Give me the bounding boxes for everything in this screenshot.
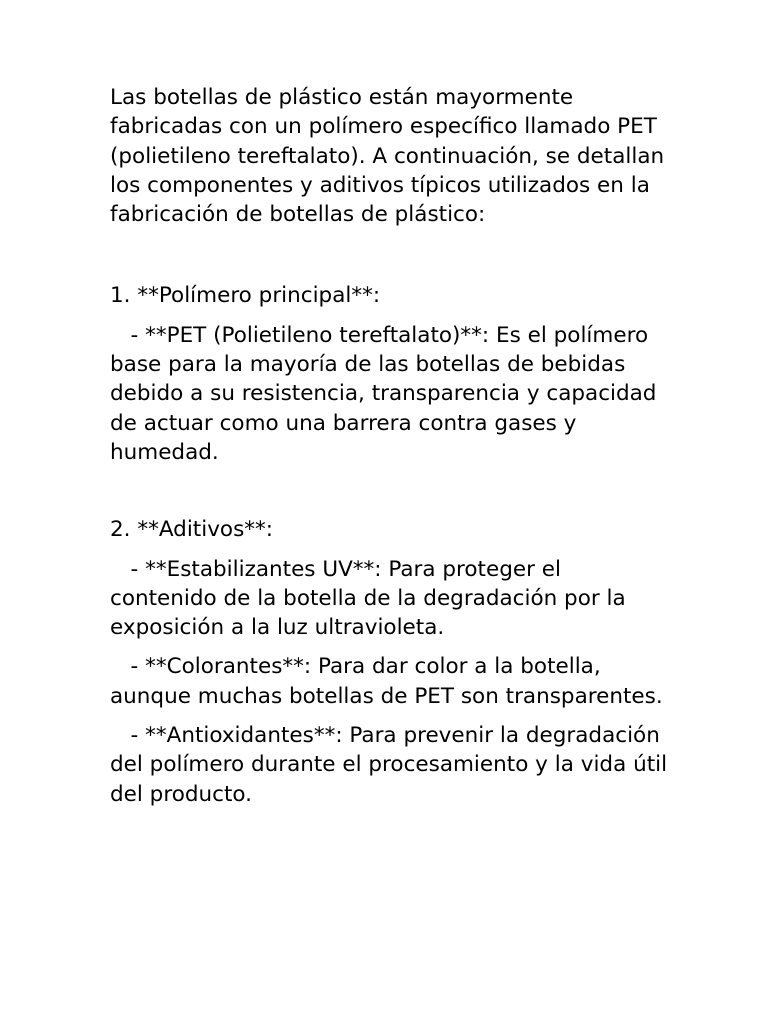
list-item-colorantes (110, 652, 670, 711)
indent-space (110, 723, 131, 748)
list-item-pet (110, 321, 670, 467)
list-item-antioxidantes (110, 721, 670, 809)
section-heading-polimero-principal: 1. **Polímero principal**: (110, 283, 381, 309)
document-page (110, 83, 670, 819)
indent-space (110, 557, 131, 582)
list-item-text: - **PET (Polietileno tereftalato)**: Es el polímero base para la mayoría de las botellas de bebidas debido a su resistencia, transparencia y capacidad de actuar como una barrera contra gases y humedad. (110, 322, 657, 465)
indent-space (110, 654, 131, 679)
list-item-estabilizantes-uv (110, 555, 670, 643)
list-item-text: - **Antioxidantes**: Para prevenir la degradación del polímero durante el procesamiento y la vida útil del producto. (110, 723, 668, 807)
section-heading-aditivos: 2. **Aditivos**: (110, 517, 274, 543)
intro-paragraph: Las botellas de plástico están mayormente fabricadas con un polímero específico llamado PET (polietileno tereftalato). A continuación, se detallan los componentes y aditivos típicos utilizados en la fabricación de botellas de plástico: (110, 85, 665, 228)
list-item-text: - **Colorantes**: Para dar color a la botella, aunque muchas botellas de PET son transparentes. (110, 654, 663, 709)
list-item-text: - **Estabilizantes UV**: Para proteger el contenido de la botella de la degradación por la exposición a la luz ultravioleta. (110, 556, 626, 641)
indent-space (110, 323, 131, 348)
